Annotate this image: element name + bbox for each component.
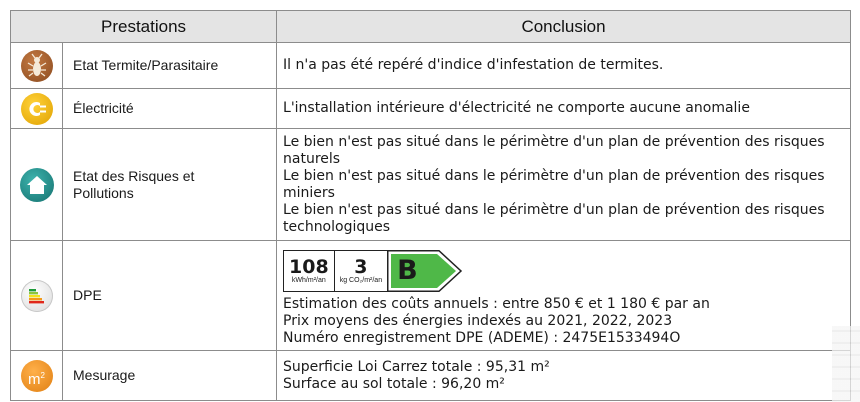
conclusion-text (277, 129, 851, 241)
icon-cell (11, 43, 63, 89)
header-prestations: Prestations (11, 11, 277, 43)
conclusion-line: naturels (283, 150, 341, 167)
conclusion-line: L'installation intérieure d'électricité ne comporte aucune anomalie (283, 100, 750, 116)
conclusion-line: Numéro enregistrement DPE (ADEME) : 2475E1533494O (283, 329, 681, 346)
house-icon (20, 168, 54, 202)
dpe-co2-unit: kg CO₂/m²/an (339, 276, 383, 284)
dpe-class-letter: B (397, 254, 418, 286)
dpe-energy-value: 108 (289, 255, 329, 278)
prestation-name: Mesurage (63, 351, 277, 401)
conclusion-line: Le bien n'est pas situé dans le périmètre d'un plan de prévention des risques (283, 133, 825, 150)
conclusion-text (277, 43, 851, 89)
conclusion-line: Estimation des coûts annuels : entre 850 € et 1 180 € par an (283, 295, 710, 312)
conclusion-line: technologiques (283, 218, 391, 235)
diagnostics-table (10, 10, 851, 401)
conclusion-line: Il n'a pas été repéré d'indice d'infestation de termites. (283, 57, 664, 73)
conclusion-line: Le bien n'est pas situé dans le périmètre d'un plan de prévention des risques (283, 201, 825, 218)
dpe-co2 (334, 251, 387, 291)
conclusion-text (277, 241, 851, 351)
table-row (11, 241, 851, 351)
prestation-name: Etat Termite/Parasitaire (63, 43, 277, 89)
conclusion-line: miniers (283, 184, 335, 201)
dpe-block (283, 245, 850, 347)
icon-cell (11, 129, 63, 241)
energy-rating-icon (21, 280, 53, 312)
conclusion-line: Superficie Loi Carrez totale : 95,31 m² (283, 358, 550, 375)
dpe-badge (283, 250, 463, 292)
dpe-class-arrow (387, 250, 463, 292)
table-row (11, 43, 851, 89)
conclusion-line: Le bien n'est pas situé dans le périmètre d'un plan de prévention des risques (283, 167, 825, 184)
prestation-name: DPE (63, 241, 277, 351)
page-edge-watermark (832, 326, 860, 402)
dpe-values-box (283, 250, 387, 292)
header-conclusion: Conclusion (277, 11, 851, 43)
dpe-co2-value: 3 (354, 255, 368, 278)
table-row (11, 89, 851, 129)
conclusion-line: Prix moyens des énergies indexés au 2021, 2022, 2023 (283, 312, 673, 329)
m2-icon: $m^2$ (21, 360, 53, 392)
prestation-name: Etat des Risques et Pollutions (63, 129, 277, 241)
electric-plug-icon (21, 93, 53, 125)
conclusion-line: Surface au sol totale : 96,20 m² (283, 375, 505, 392)
table-row (11, 351, 851, 401)
icon-cell (11, 89, 63, 129)
dpe-energy-unit: kWh/m²/an (291, 276, 326, 284)
prestation-name: Électricité (63, 89, 277, 129)
icon-cell (11, 351, 63, 401)
conclusion-text (277, 351, 851, 401)
termite-icon (21, 50, 53, 82)
dpe-energy (284, 251, 334, 291)
conclusion-text (277, 89, 851, 129)
icon-cell (11, 241, 63, 351)
table-header-row (11, 11, 851, 43)
table-row (11, 129, 851, 241)
